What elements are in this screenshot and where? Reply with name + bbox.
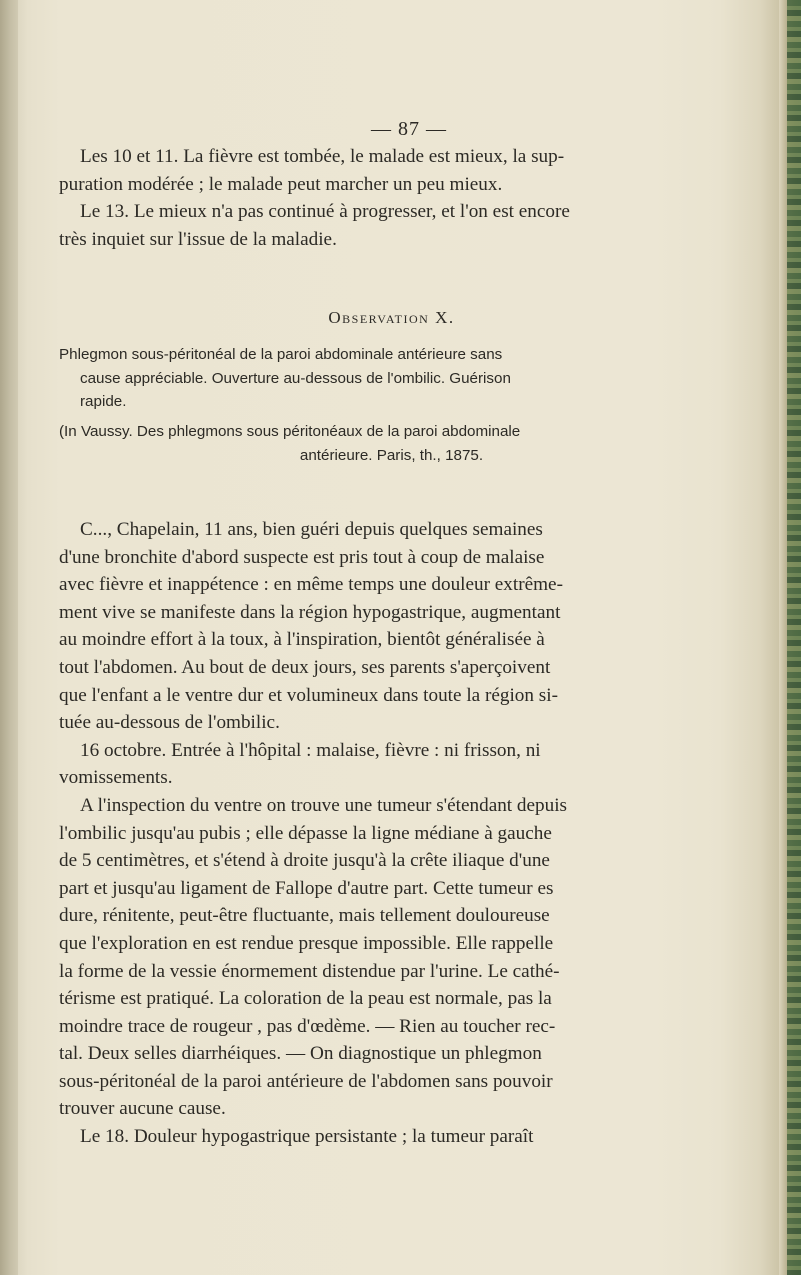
text-line: Le 18. Douleur hypogastrique persistante ; la tumeur paraît — [80, 1126, 534, 1148]
text-line: térisme est pratiqué. La coloration de la peau est normale, pas la — [59, 988, 552, 1010]
text-line: tout l'abdomen. Au bout de deux jours, ses parents s'aperçoivent — [59, 656, 551, 678]
text-line: avec fièvre et inappétence : en même temps une douleur extrême- — [59, 574, 563, 596]
text-line: part et jusqu'au ligament de Fallope d'autre part. Cette tumeur es — [59, 877, 554, 899]
text-line: que l'enfant a le ventre dur et volumineux dans toute la région si- — [59, 684, 558, 706]
text-line: Les 10 et 11. La fièvre est tombée, le malade est mieux, la sup- — [80, 146, 565, 167]
text-line: de 5 centimètres, et s'étend à droite jusqu'à la crête iliaque d'une — [59, 850, 550, 872]
text-line: vomissements. — [59, 767, 173, 789]
summary-line: cause appréciable. Ouverture au-dessous de l'ombilic. Guérison — [80, 369, 511, 387]
text-line: moindre trace de rougeur , pas d'œdème. — Rien au toucher rec- — [59, 1015, 556, 1037]
intro-paragraph — [59, 143, 724, 253]
observation-heading: Observation X. — [328, 308, 455, 327]
text-line: trouver aucune cause. — [59, 1098, 226, 1120]
text-line: A l'inspection du ventre on trouve une tumeur s'étendant depuis — [80, 794, 568, 816]
case-summary — [59, 343, 511, 414]
text-line: tal. Deux selles diarrhéiques. — On diagnostique un phlegmon — [59, 1043, 542, 1065]
bibliographic-reference — [59, 420, 724, 467]
reference-line: antérieure. Paris, th., 1875. — [299, 446, 484, 464]
text-line: la forme de la vessie énormement distendue par l'urine. Le cathé- — [59, 960, 560, 982]
summary-line: rapide. — [80, 393, 127, 410]
text-line: puration modérée ; le malade peut marcher un peu mieux. — [59, 173, 503, 195]
text-line: 16 octobre. Entrée à l'hôpital : malaise, fièvre : ni frisson, ni — [80, 739, 541, 761]
text-line: d'une bronchite d'abord suspecte est pris tout à coup de malaise — [59, 546, 545, 568]
summary-line: Phlegmon sous-péritonéal de la paroi abdominale antérieure sans — [59, 346, 503, 363]
text-line: Le 13. Le mieux n'a pas continué à progresser, et l'on est encore — [80, 201, 570, 223]
text-line: l'ombilic jusqu'au pubis ; elle dépasse la ligne médiane à gauche — [59, 822, 552, 844]
text-line: tuée au-dessous de l'ombilic. — [59, 712, 280, 734]
text-line: C..., Chapelain, 11 ans, bien guéri depuis quelques semaines — [80, 519, 543, 540]
text-line: très inquiet sur l'issue de la maladie. — [59, 228, 337, 250]
text-line: au moindre effort à la toux, à l'inspiration, bientôt généralisée à — [59, 629, 545, 651]
case-report-paragraph — [59, 516, 724, 1151]
text-line: sous-péritonéal de la paroi antérieure de l'abdomen sans pouvoir — [59, 1070, 553, 1092]
book-cover-edge — [787, 0, 801, 1275]
text-line: ment vive se manifeste dans la région hypogastrique, augmentant — [59, 601, 561, 623]
text-line: dure, rénitente, peut-être fluctuante, mais tellement douloureuse — [59, 905, 550, 927]
text-line: que l'exploration en est rendue presque impossible. Elle rappelle — [59, 932, 554, 954]
page-edge-shadow — [779, 0, 787, 1275]
page-number: — 87 — — [371, 118, 447, 140]
binding-gutter — [0, 0, 18, 1275]
reference-line: (In Vaussy. Des phlegmons sous péritonéaux de la paroi abdominale — [59, 423, 521, 440]
